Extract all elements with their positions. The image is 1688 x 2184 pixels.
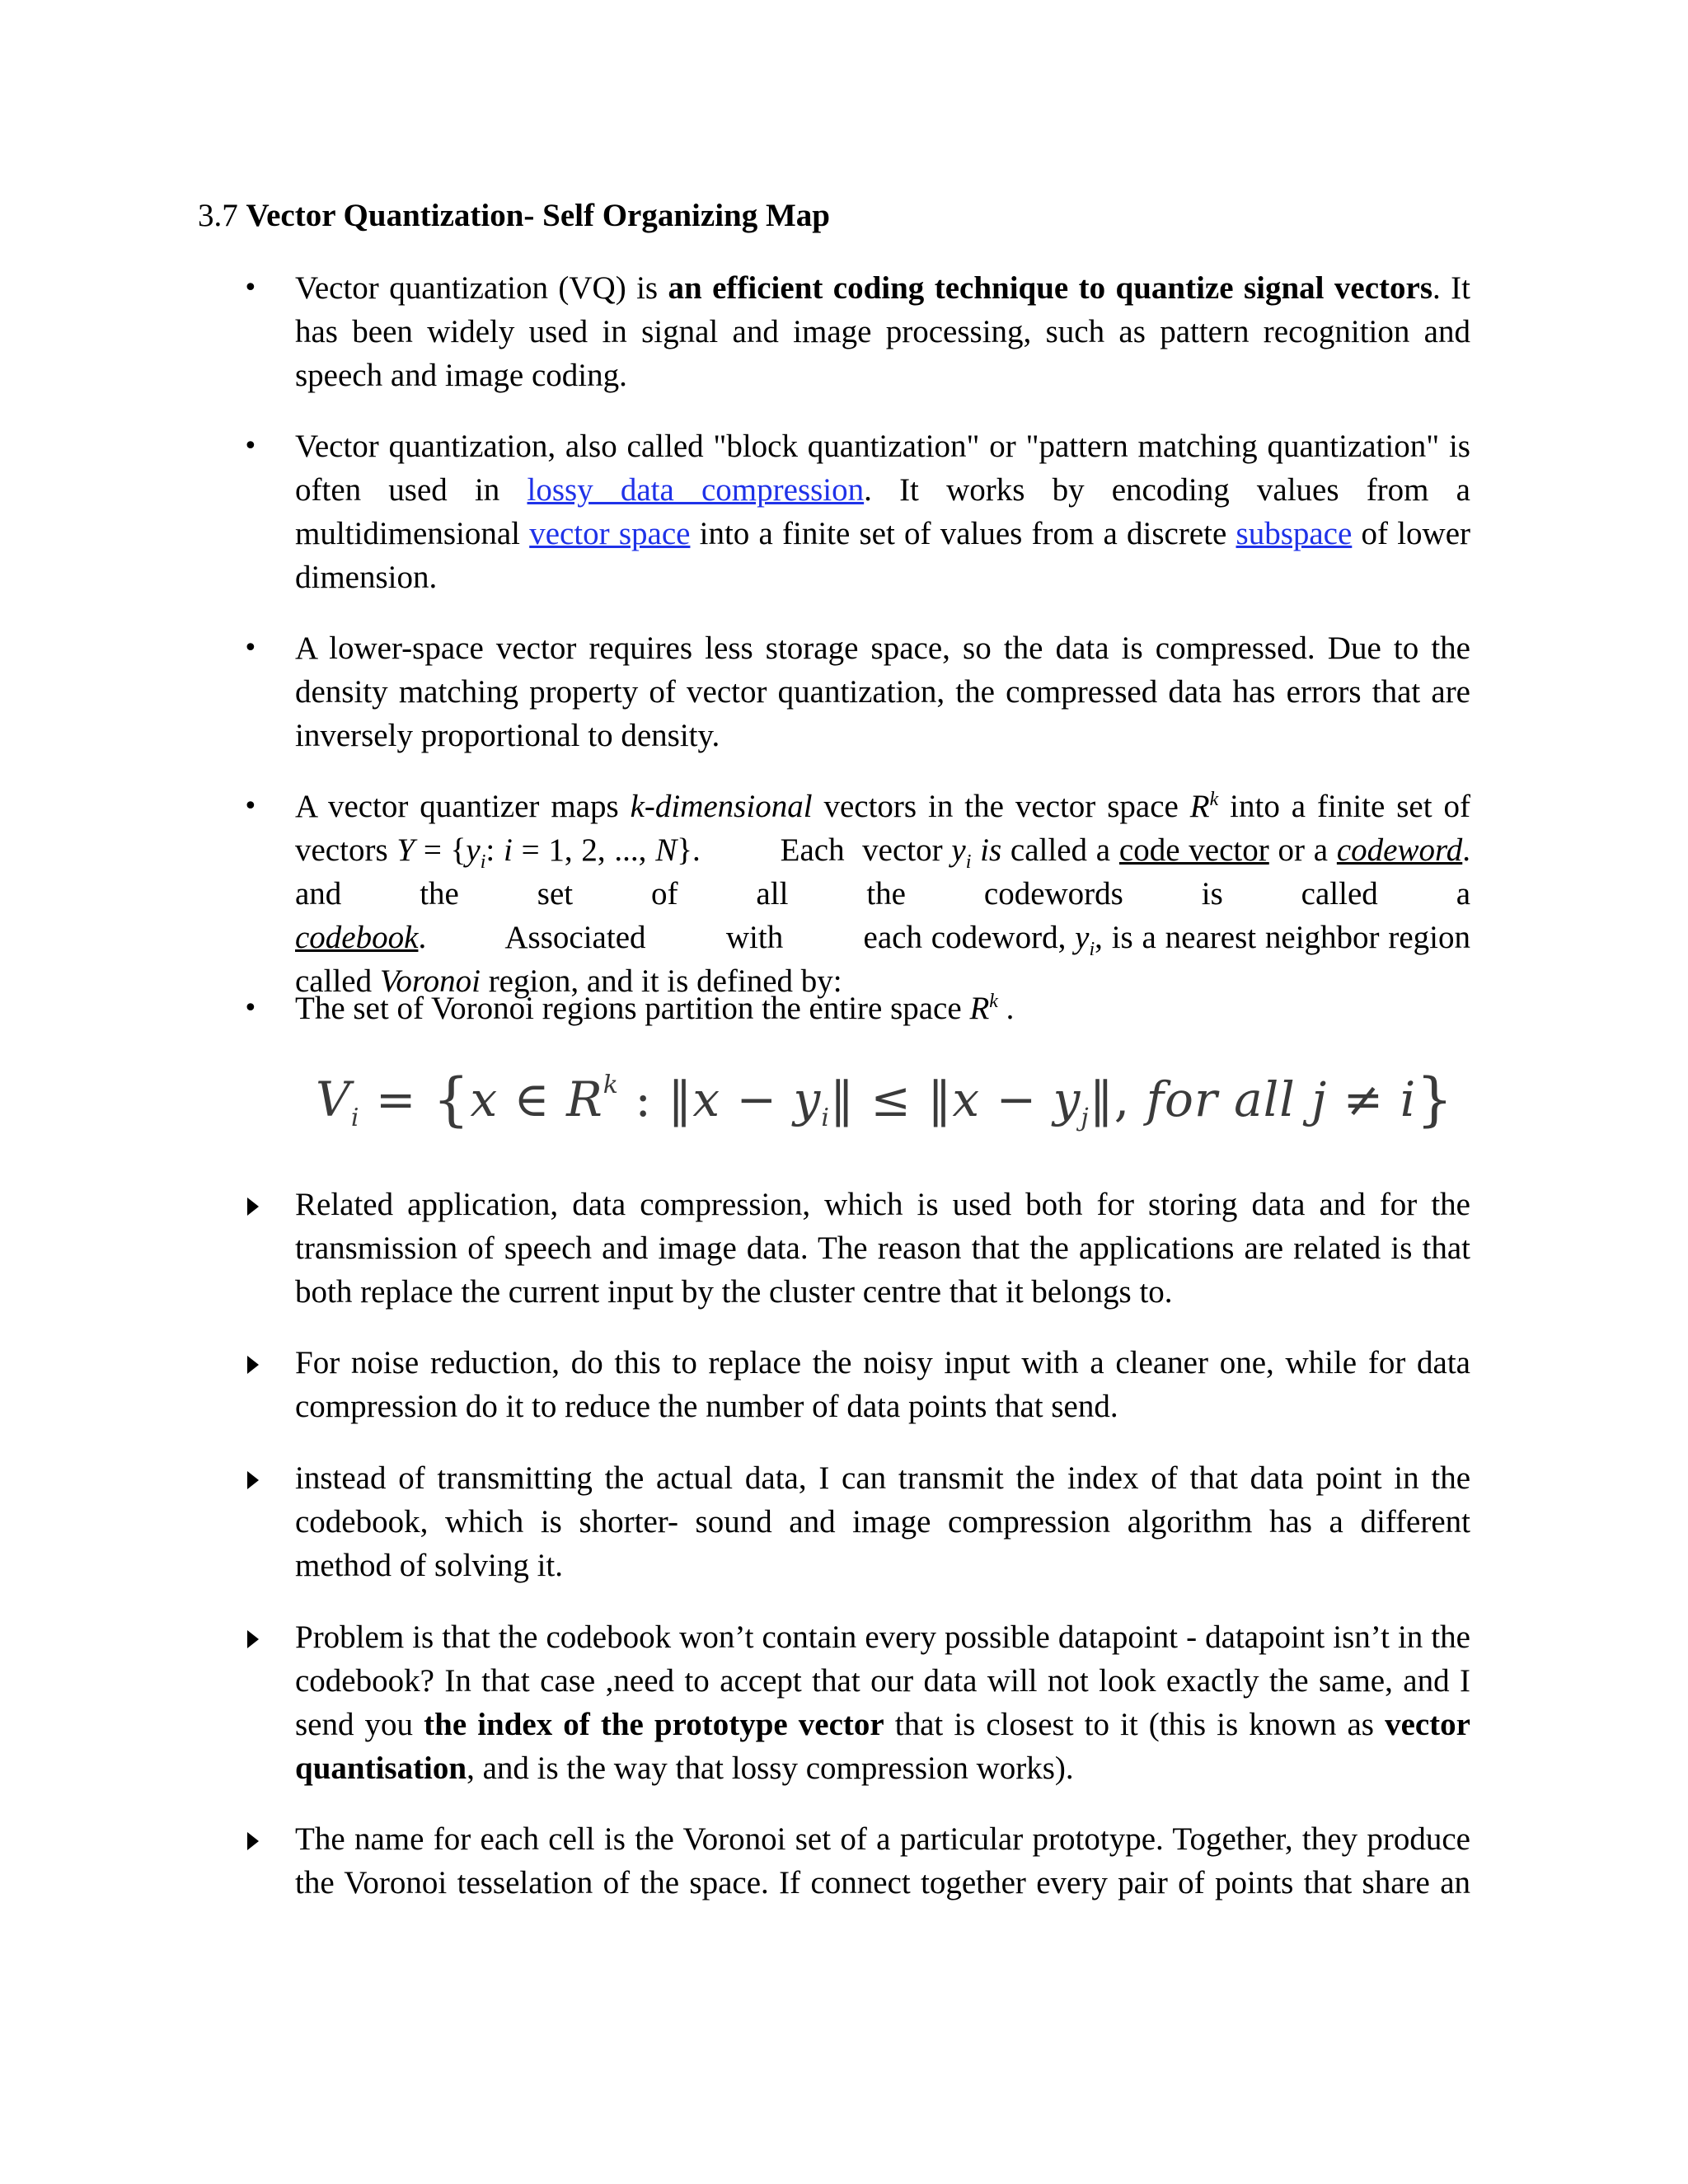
list-item (243, 424, 1470, 599)
arrow-bullet-icon (247, 1197, 259, 1216)
arrow-bullet-icon (247, 1356, 259, 1374)
arrow-bullet-icon (247, 1832, 259, 1850)
arrow-bullet-icon (247, 1630, 259, 1648)
paragraph: A lower-space vector requires less storage space, so the data is compressed. Due to the density matching property of vector quantization, the compressed data has errors that are inversely proportional to density. (295, 630, 1470, 753)
paragraph: Vector quantization, also called "block quantization" or "pattern matching quantization" is often used in lossy data compression. It works by encoding values from a multidimensional vector space into a finite set of values from a discrete subspace of lower dimension. (295, 429, 1470, 595)
paragraph: A vector quantizer maps k-dimensional vectors in the vector space $R^k$ into a finite set of vectors $Y = \{y_i$: i = 1, 2, ..., N}. Each vector $y_i$ is called a code vector or a codeword. and the set of all the codewords is called a codebook. Associated with each codeword, $y_i$, is a nearest neighbor region called Voronoi region, and it is defined by: (295, 789, 1470, 999)
paragraph: instead of transmitting the actual data, I can transmit the index of that data point in the codebook, which is shorter- sound and image compression algorithm has a different method of solving it. (295, 1460, 1470, 1583)
bullet-dot-icon: • (243, 634, 258, 663)
bullet-dot-icon: • (243, 432, 258, 461)
link-subspace[interactable]: subspace (1236, 516, 1353, 551)
paragraph: The name for each cell is the Voronoi set of a particular prototype. Together, they produce the Voronoi tesselation of the space. If connect together every pair of points that share an (295, 1821, 1470, 1900)
section-number: 3.7 (198, 198, 246, 233)
section-heading (198, 194, 830, 237)
list-item (243, 987, 1470, 1030)
list-item (243, 626, 1470, 757)
list-item (295, 1615, 1470, 1790)
paragraph: For noise reduction, do this to replace the noisy input with a cleaner one, while for data compression do it to reduce the number of data points that send. (295, 1345, 1470, 1424)
list-item (243, 785, 1470, 1003)
bullet-dot-icon: • (243, 274, 258, 302)
list-item (295, 1183, 1470, 1314)
paragraph: Related application, data compression, which is used both for storing data and for the transmission of speech and image data. The reason that the applications are related is that both replace the current input by the cluster centre that it belongs to. (295, 1187, 1470, 1310)
arrow-bullet-icon (247, 1471, 259, 1489)
voronoi-region-formula: $V_i = \{x$ ∈ $R^k$ : ‖x − $y_i‖$ ≤ ‖x − $y_j‖$, for all j ≠ i} (316, 1066, 1454, 1133)
section-title: Vector Quantization- Self Organizing Map (246, 198, 830, 233)
link-lossy-data-compression[interactable]: lossy data compression (527, 472, 865, 508)
link-vector-space[interactable]: vector space (529, 516, 691, 551)
list-item (295, 1456, 1470, 1587)
list-item (295, 1817, 1470, 1905)
term-code-vector: code vector (1118, 832, 1269, 868)
list-item (295, 1341, 1470, 1428)
bullet-dot-icon: • (243, 994, 258, 1023)
term-codeword: codeword (1336, 832, 1463, 868)
term-codebook: codebook (295, 920, 419, 955)
paragraph: Problem is that the codebook won’t contain every possible datapoint - datapoint isn’t in the codebook? In that case ,need to accept that our data will not look exactly the same, and I send you the index of the prototype vector that is closest to it (this is known as vector quantisation, and is the way that lossy compression works). (295, 1619, 1470, 1786)
paragraph: Vector quantization (VQ) is an efficient coding technique to quantize signal vectors. It has been widely used in signal and image processing, such as pattern recognition and speech and image coding. (295, 270, 1470, 393)
paragraph: The set of Voronoi regions partition the entire space $R^k$ . (295, 991, 1015, 1026)
list-item (243, 266, 1470, 397)
bullet-dot-icon: • (243, 792, 258, 821)
